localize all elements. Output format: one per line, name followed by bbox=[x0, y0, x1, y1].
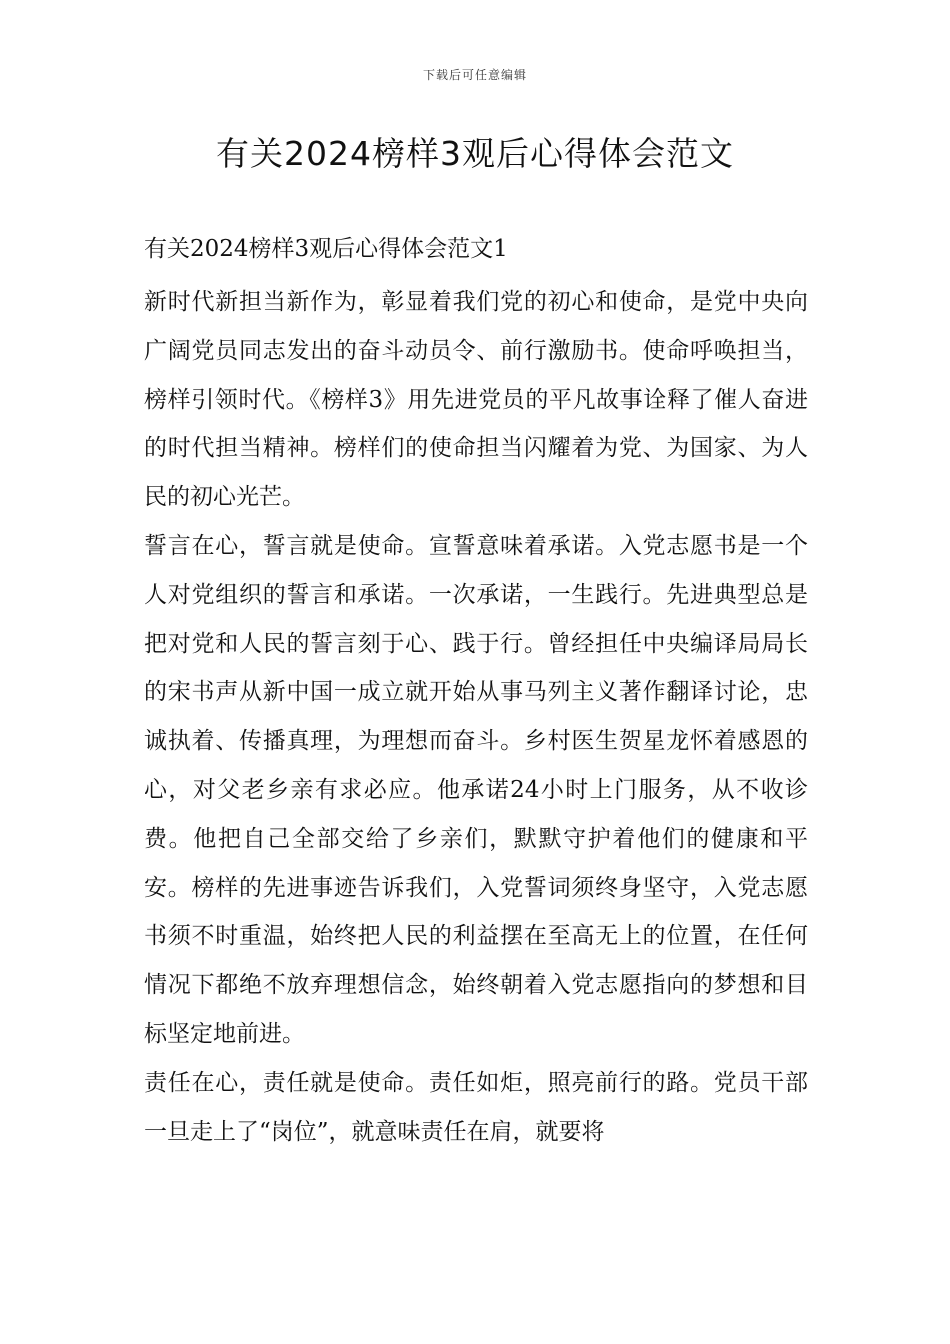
paragraph-2: 誓言在心，誓言就是使命。宣誓意味着承诺。入党志愿书是一个人对党组织的誓言和承诺。一次承诺，一生践行。先进典型总是把对党和人民的誓言刻于心、践于行。曾经担任中央编译局局长的宋书声从新中国一成立就开始从事马列主义著作翻译讨论，忠诚执着、传播真理，为理想而奋斗。乡村医生贺星龙怀着感恩的心，对父老乡亲有求必应。他承诺24小时上门服务，从不收诊费。他把自己全部交给了乡亲们，默默守护着他们的健康和平安。榜样的先进事迹告诉我们，入党誓词须终身坚守，入党志愿书须不时重温，始终把人民的利益摆在至高无上的位置，在任何情况下都绝不放弃理想信念，始终朝着入党志愿指向的梦想和目标坚定地前进。 bbox=[144, 532, 808, 1047]
paragraph-1: 新时代新担当新作为，彰显着我们党的初心和使命，是党中央向广阔党员同志发出的奋斗动员令、前行激励书。使命呼唤担当，榜样引领时代。《榜样3》用先进党员的平凡故事诠释了催人奋进的时代担当精神。榜样们的使命担当闪耀着为党、为国家、为人民的初心光芒。 bbox=[144, 289, 808, 511]
document-body bbox=[144, 230, 808, 1156]
document-title: 有关2024榜样3观后心得体会范文 bbox=[216, 134, 734, 173]
paragraph-3: 责任在心，责任就是使命。责任如炬，照亮前行的路。党员干部一旦走上了“岗位”，就意味责任在肩，就要将 bbox=[144, 1069, 808, 1145]
section-subtitle: 有关2024榜样3观后心得体会范文1 bbox=[144, 236, 508, 262]
header-note: 下载后可任意编辑 bbox=[422, 68, 527, 82]
